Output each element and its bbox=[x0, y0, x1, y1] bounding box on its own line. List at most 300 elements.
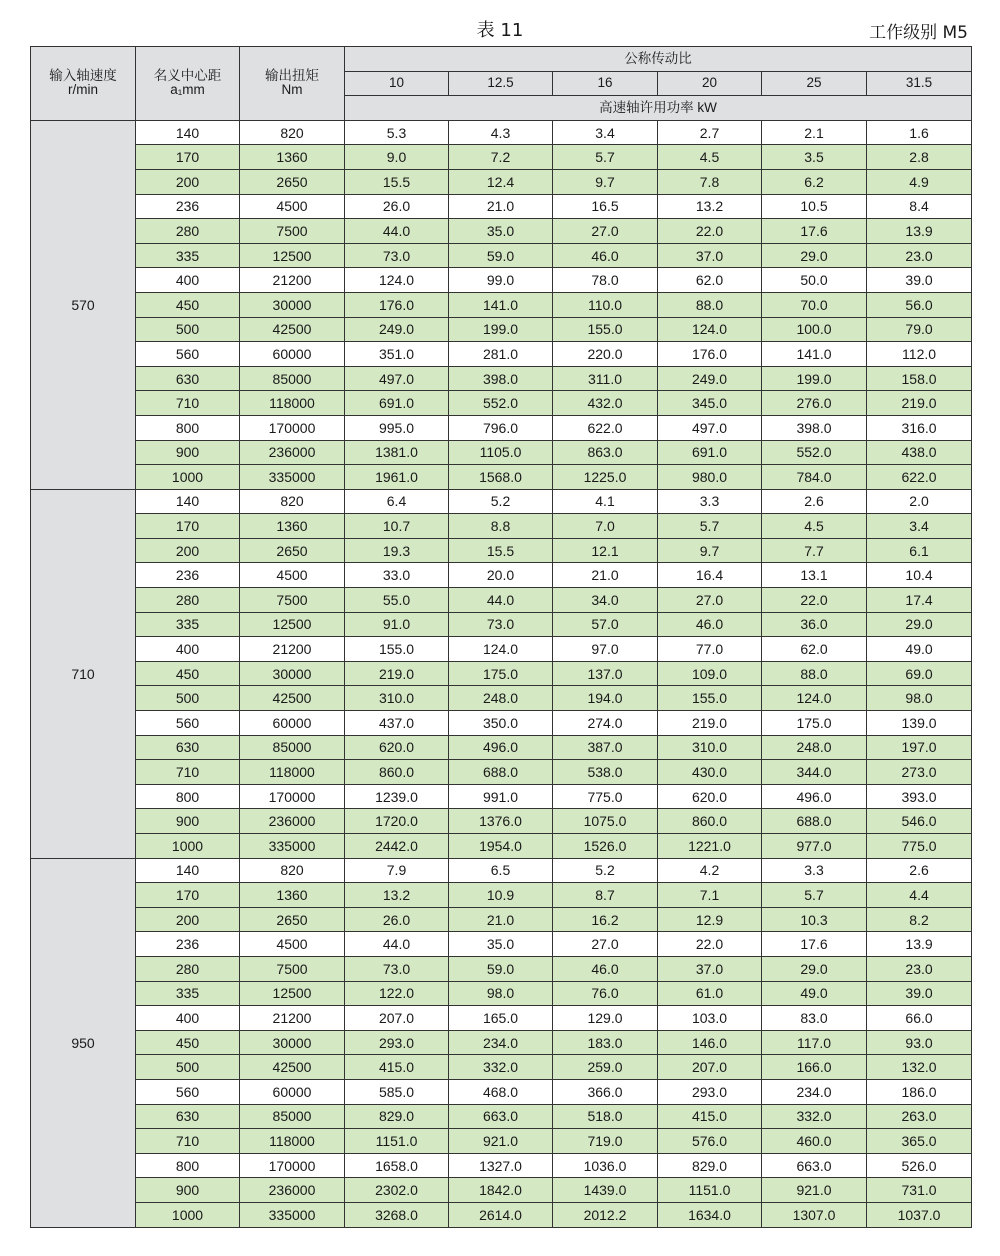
center-distance-cell: 630 bbox=[136, 735, 240, 760]
output-torque-cell: 12500 bbox=[240, 981, 345, 1006]
power-cell: 249.0 bbox=[345, 317, 449, 342]
table-row bbox=[31, 465, 972, 490]
center-distance-cell: 200 bbox=[136, 169, 240, 194]
center-distance-cell: 500 bbox=[136, 686, 240, 711]
power-cell: 83.0 bbox=[762, 1006, 867, 1031]
power-cell: 365.0 bbox=[867, 1129, 972, 1154]
power-cell: 46.0 bbox=[553, 243, 658, 268]
table-row bbox=[31, 1153, 972, 1178]
power-cell: 207.0 bbox=[658, 1055, 762, 1080]
power-cell: 22.0 bbox=[658, 219, 762, 244]
power-cell: 46.0 bbox=[658, 612, 762, 637]
power-cell: 166.0 bbox=[762, 1055, 867, 1080]
power-cell: 35.0 bbox=[449, 219, 553, 244]
power-cell: 430.0 bbox=[658, 760, 762, 785]
power-cell: 3.5 bbox=[762, 145, 867, 170]
power-cell: 784.0 bbox=[762, 465, 867, 490]
power-cell: 15.5 bbox=[449, 538, 553, 563]
power-cell: 76.0 bbox=[553, 981, 658, 1006]
power-cell: 5.3 bbox=[345, 120, 449, 145]
power-cell: 73.0 bbox=[345, 956, 449, 981]
power-cell: 10.9 bbox=[449, 883, 553, 908]
power-cell: 1381.0 bbox=[345, 440, 449, 465]
power-cell: 1225.0 bbox=[553, 465, 658, 490]
output-torque-cell: 820 bbox=[240, 120, 345, 145]
header-power-label: 高速轴许用功率 kW bbox=[345, 96, 972, 121]
power-cell: 4.2 bbox=[658, 858, 762, 883]
center-distance-cell: 335 bbox=[136, 243, 240, 268]
output-torque-cell: 170000 bbox=[240, 415, 345, 440]
output-torque-cell: 12500 bbox=[240, 612, 345, 637]
center-distance-cell: 140 bbox=[136, 489, 240, 514]
power-cell: 249.0 bbox=[658, 366, 762, 391]
power-cell: 7.7 bbox=[762, 538, 867, 563]
power-cell: 17.4 bbox=[867, 588, 972, 613]
power-cell: 663.0 bbox=[762, 1153, 867, 1178]
power-cell: 44.0 bbox=[345, 932, 449, 957]
output-torque-cell: 236000 bbox=[240, 809, 345, 834]
power-cell: 12.4 bbox=[449, 169, 553, 194]
table-row bbox=[31, 538, 972, 563]
output-torque-cell: 1360 bbox=[240, 145, 345, 170]
center-distance-cell: 1000 bbox=[136, 1202, 240, 1227]
power-cell: 21.0 bbox=[449, 907, 553, 932]
power-cell: 1526.0 bbox=[553, 834, 658, 859]
power-cell: 7.8 bbox=[658, 169, 762, 194]
center-distance-cell: 900 bbox=[136, 440, 240, 465]
power-cell: 496.0 bbox=[762, 784, 867, 809]
power-cell: 97.0 bbox=[553, 637, 658, 662]
power-cell: 158.0 bbox=[867, 366, 972, 391]
power-cell: 860.0 bbox=[658, 809, 762, 834]
power-cell: 20.0 bbox=[449, 563, 553, 588]
power-cell: 1037.0 bbox=[867, 1202, 972, 1227]
power-cell: 29.0 bbox=[867, 612, 972, 637]
power-cell: 199.0 bbox=[762, 366, 867, 391]
power-cell: 100.0 bbox=[762, 317, 867, 342]
table-row bbox=[31, 514, 972, 539]
power-cell: 293.0 bbox=[345, 1030, 449, 1055]
table-row bbox=[31, 440, 972, 465]
power-cell: 398.0 bbox=[762, 415, 867, 440]
center-distance-cell: 400 bbox=[136, 268, 240, 293]
power-cell: 61.0 bbox=[658, 981, 762, 1006]
output-torque-cell: 170000 bbox=[240, 784, 345, 809]
power-cell: 3.3 bbox=[658, 489, 762, 514]
power-cell: 91.0 bbox=[345, 612, 449, 637]
center-distance-cell: 450 bbox=[136, 292, 240, 317]
header-ratio-group: 公称传动比 bbox=[345, 47, 972, 72]
power-cell: 2.8 bbox=[867, 145, 972, 170]
power-cell: 4.5 bbox=[762, 514, 867, 539]
power-cell: 438.0 bbox=[867, 440, 972, 465]
table-row bbox=[31, 1202, 972, 1227]
power-cell: 27.0 bbox=[553, 932, 658, 957]
power-cell: 3.3 bbox=[762, 858, 867, 883]
power-cell: 437.0 bbox=[345, 711, 449, 736]
power-cell: 1327.0 bbox=[449, 1153, 553, 1178]
table-row bbox=[31, 588, 972, 613]
power-cell: 2.1 bbox=[762, 120, 867, 145]
power-cell: 332.0 bbox=[449, 1055, 553, 1080]
power-cell: 8.4 bbox=[867, 194, 972, 219]
power-cell: 5.7 bbox=[762, 883, 867, 908]
power-cell: 585.0 bbox=[345, 1079, 449, 1104]
header-output-torque-label: 输出扭矩 bbox=[265, 68, 319, 84]
power-cell: 220.0 bbox=[553, 342, 658, 367]
header-ratio: 16 bbox=[553, 71, 658, 96]
power-cell: 9.7 bbox=[553, 169, 658, 194]
power-cell: 387.0 bbox=[553, 735, 658, 760]
center-distance-cell: 800 bbox=[136, 1153, 240, 1178]
table-row bbox=[31, 489, 972, 514]
power-cell: 55.0 bbox=[345, 588, 449, 613]
power-cell: 980.0 bbox=[658, 465, 762, 490]
output-torque-cell: 42500 bbox=[240, 317, 345, 342]
power-cell: 27.0 bbox=[553, 219, 658, 244]
power-cell: 124.0 bbox=[449, 637, 553, 662]
table-row bbox=[31, 1079, 972, 1104]
power-cell: 281.0 bbox=[449, 342, 553, 367]
table-row bbox=[31, 834, 972, 859]
power-cell: 1634.0 bbox=[658, 1202, 762, 1227]
table-row bbox=[31, 415, 972, 440]
power-cell: 393.0 bbox=[867, 784, 972, 809]
power-cell: 13.2 bbox=[658, 194, 762, 219]
table-row bbox=[31, 784, 972, 809]
power-cell: 79.0 bbox=[867, 317, 972, 342]
power-cell: 691.0 bbox=[658, 440, 762, 465]
power-cell: 36.0 bbox=[762, 612, 867, 637]
power-cell: 46.0 bbox=[553, 956, 658, 981]
output-torque-cell: 335000 bbox=[240, 465, 345, 490]
center-distance-cell: 170 bbox=[136, 145, 240, 170]
table-row bbox=[31, 120, 972, 145]
power-cell: 4.1 bbox=[553, 489, 658, 514]
center-distance-cell: 400 bbox=[136, 637, 240, 662]
power-cell: 176.0 bbox=[345, 292, 449, 317]
power-cell: 350.0 bbox=[449, 711, 553, 736]
power-cell: 248.0 bbox=[762, 735, 867, 760]
power-cell: 863.0 bbox=[553, 440, 658, 465]
power-cell: 5.7 bbox=[553, 145, 658, 170]
center-distance-cell: 900 bbox=[136, 1178, 240, 1203]
power-cell: 57.0 bbox=[553, 612, 658, 637]
power-cell: 829.0 bbox=[345, 1104, 449, 1129]
power-cell: 4.3 bbox=[449, 120, 553, 145]
power-cell: 88.0 bbox=[762, 661, 867, 686]
power-cell: 9.7 bbox=[658, 538, 762, 563]
power-cell: 23.0 bbox=[867, 243, 972, 268]
table-row bbox=[31, 760, 972, 785]
center-distance-cell: 1000 bbox=[136, 834, 240, 859]
output-torque-cell: 1360 bbox=[240, 883, 345, 908]
center-distance-cell: 500 bbox=[136, 1055, 240, 1080]
output-torque-cell: 4500 bbox=[240, 194, 345, 219]
power-cell: 468.0 bbox=[449, 1079, 553, 1104]
power-cell: 1376.0 bbox=[449, 809, 553, 834]
output-torque-cell: 42500 bbox=[240, 686, 345, 711]
output-torque-cell: 118000 bbox=[240, 1129, 345, 1154]
table-row bbox=[31, 194, 972, 219]
center-distance-cell: 335 bbox=[136, 981, 240, 1006]
power-cell: 146.0 bbox=[658, 1030, 762, 1055]
power-cell: 351.0 bbox=[345, 342, 449, 367]
header-ratio: 12.5 bbox=[449, 71, 553, 96]
power-cell: 10.5 bbox=[762, 194, 867, 219]
output-torque-cell: 236000 bbox=[240, 440, 345, 465]
power-cell: 16.2 bbox=[553, 907, 658, 932]
power-cell: 2.6 bbox=[762, 489, 867, 514]
center-distance-cell: 800 bbox=[136, 415, 240, 440]
power-cell: 19.3 bbox=[345, 538, 449, 563]
power-cell: 37.0 bbox=[658, 956, 762, 981]
power-cell: 1568.0 bbox=[449, 465, 553, 490]
output-torque-cell: 60000 bbox=[240, 342, 345, 367]
power-cell: 33.0 bbox=[345, 563, 449, 588]
power-cell: 432.0 bbox=[553, 391, 658, 416]
power-cell: 552.0 bbox=[762, 440, 867, 465]
power-cell: 731.0 bbox=[867, 1178, 972, 1203]
power-cell: 12.9 bbox=[658, 907, 762, 932]
power-cell: 1105.0 bbox=[449, 440, 553, 465]
power-cell: 496.0 bbox=[449, 735, 553, 760]
power-cell: 398.0 bbox=[449, 366, 553, 391]
power-cell: 691.0 bbox=[345, 391, 449, 416]
power-cell: 415.0 bbox=[658, 1104, 762, 1129]
table-row bbox=[31, 1055, 972, 1080]
output-torque-cell: 85000 bbox=[240, 366, 345, 391]
power-cell: 552.0 bbox=[449, 391, 553, 416]
table-row bbox=[31, 858, 972, 883]
output-torque-cell: 30000 bbox=[240, 292, 345, 317]
output-torque-cell: 118000 bbox=[240, 391, 345, 416]
center-distance-cell: 500 bbox=[136, 317, 240, 342]
power-cell: 10.4 bbox=[867, 563, 972, 588]
power-cell: 1961.0 bbox=[345, 465, 449, 490]
output-torque-cell: 30000 bbox=[240, 661, 345, 686]
table-row bbox=[31, 243, 972, 268]
power-cell: 73.0 bbox=[449, 612, 553, 637]
table-row bbox=[31, 1178, 972, 1203]
power-cell: 6.1 bbox=[867, 538, 972, 563]
power-cell: 109.0 bbox=[658, 661, 762, 686]
power-cell: 39.0 bbox=[867, 981, 972, 1006]
power-cell: 21.0 bbox=[449, 194, 553, 219]
power-cell: 1151.0 bbox=[658, 1178, 762, 1203]
power-cell: 8.7 bbox=[553, 883, 658, 908]
table-row bbox=[31, 169, 972, 194]
power-cell: 219.0 bbox=[867, 391, 972, 416]
power-cell: 345.0 bbox=[658, 391, 762, 416]
power-cell: 311.0 bbox=[553, 366, 658, 391]
table-title: 表 11 bbox=[476, 20, 524, 41]
power-cell: 66.0 bbox=[867, 1006, 972, 1031]
power-cell: 1239.0 bbox=[345, 784, 449, 809]
power-cell: 977.0 bbox=[762, 834, 867, 859]
power-cell: 310.0 bbox=[658, 735, 762, 760]
table-header bbox=[31, 47, 972, 121]
power-cell: 8.8 bbox=[449, 514, 553, 539]
power-cell: 622.0 bbox=[867, 465, 972, 490]
power-cell: 7.2 bbox=[449, 145, 553, 170]
input-speed-cell: 570 bbox=[31, 120, 136, 489]
center-distance-cell: 800 bbox=[136, 784, 240, 809]
power-rating-table bbox=[30, 46, 972, 1228]
power-cell: 62.0 bbox=[762, 637, 867, 662]
power-cell: 155.0 bbox=[658, 686, 762, 711]
power-cell: 293.0 bbox=[658, 1079, 762, 1104]
power-cell: 688.0 bbox=[762, 809, 867, 834]
header-center-distance bbox=[136, 47, 240, 121]
power-cell: 44.0 bbox=[449, 588, 553, 613]
power-cell: 49.0 bbox=[867, 637, 972, 662]
table-row bbox=[31, 268, 972, 293]
power-cell: 2.7 bbox=[658, 120, 762, 145]
header-input-speed-unit: r/min bbox=[68, 82, 98, 98]
power-cell: 186.0 bbox=[867, 1079, 972, 1104]
center-distance-cell: 900 bbox=[136, 809, 240, 834]
header-ratio: 31.5 bbox=[867, 71, 972, 96]
power-cell: 26.0 bbox=[345, 194, 449, 219]
table-row bbox=[31, 1006, 972, 1031]
table-row bbox=[31, 292, 972, 317]
center-distance-cell: 140 bbox=[136, 120, 240, 145]
power-cell: 98.0 bbox=[449, 981, 553, 1006]
header-output-torque bbox=[240, 47, 345, 121]
table-row bbox=[31, 317, 972, 342]
output-torque-cell: 21200 bbox=[240, 637, 345, 662]
power-cell: 124.0 bbox=[658, 317, 762, 342]
center-distance-cell: 450 bbox=[136, 661, 240, 686]
power-cell: 7.9 bbox=[345, 858, 449, 883]
power-cell: 622.0 bbox=[553, 415, 658, 440]
power-cell: 1.6 bbox=[867, 120, 972, 145]
power-cell: 56.0 bbox=[867, 292, 972, 317]
power-cell: 88.0 bbox=[658, 292, 762, 317]
power-cell: 259.0 bbox=[553, 1055, 658, 1080]
output-torque-cell: 335000 bbox=[240, 834, 345, 859]
power-cell: 35.0 bbox=[449, 932, 553, 957]
power-cell: 576.0 bbox=[658, 1129, 762, 1154]
power-cell: 7.1 bbox=[658, 883, 762, 908]
table-row bbox=[31, 1030, 972, 1055]
power-cell: 6.5 bbox=[449, 858, 553, 883]
power-cell: 1954.0 bbox=[449, 834, 553, 859]
power-cell: 3.4 bbox=[553, 120, 658, 145]
power-cell: 117.0 bbox=[762, 1030, 867, 1055]
power-cell: 316.0 bbox=[867, 415, 972, 440]
power-cell: 132.0 bbox=[867, 1055, 972, 1080]
table-row bbox=[31, 637, 972, 662]
power-cell: 546.0 bbox=[867, 809, 972, 834]
power-cell: 2012.2 bbox=[553, 1202, 658, 1227]
power-cell: 796.0 bbox=[449, 415, 553, 440]
output-torque-cell: 2650 bbox=[240, 169, 345, 194]
center-distance-cell: 236 bbox=[136, 194, 240, 219]
power-cell: 29.0 bbox=[762, 956, 867, 981]
output-torque-cell: 2650 bbox=[240, 907, 345, 932]
power-cell: 276.0 bbox=[762, 391, 867, 416]
power-cell: 2302.0 bbox=[345, 1178, 449, 1203]
table-row bbox=[31, 932, 972, 957]
power-cell: 6.4 bbox=[345, 489, 449, 514]
power-cell: 829.0 bbox=[658, 1153, 762, 1178]
power-cell: 1307.0 bbox=[762, 1202, 867, 1227]
power-cell: 4.4 bbox=[867, 883, 972, 908]
table-row bbox=[31, 883, 972, 908]
power-cell: 5.2 bbox=[449, 489, 553, 514]
power-cell: 34.0 bbox=[553, 588, 658, 613]
power-cell: 526.0 bbox=[867, 1153, 972, 1178]
table-row bbox=[31, 342, 972, 367]
power-cell: 775.0 bbox=[867, 834, 972, 859]
power-cell: 69.0 bbox=[867, 661, 972, 686]
power-cell: 219.0 bbox=[658, 711, 762, 736]
power-cell: 620.0 bbox=[658, 784, 762, 809]
power-cell: 50.0 bbox=[762, 268, 867, 293]
power-cell: 2614.0 bbox=[449, 1202, 553, 1227]
header-ratio: 25 bbox=[762, 71, 867, 96]
table-row bbox=[31, 661, 972, 686]
power-cell: 415.0 bbox=[345, 1055, 449, 1080]
power-cell: 78.0 bbox=[553, 268, 658, 293]
table-row bbox=[31, 735, 972, 760]
power-cell: 175.0 bbox=[762, 711, 867, 736]
power-cell: 27.0 bbox=[658, 588, 762, 613]
center-distance-cell: 280 bbox=[136, 588, 240, 613]
center-distance-cell: 200 bbox=[136, 538, 240, 563]
center-distance-cell: 630 bbox=[136, 366, 240, 391]
output-torque-cell: 60000 bbox=[240, 711, 345, 736]
output-torque-cell: 118000 bbox=[240, 760, 345, 785]
input-speed-cell: 950 bbox=[31, 858, 136, 1227]
power-cell: 332.0 bbox=[762, 1104, 867, 1129]
power-cell: 2442.0 bbox=[345, 834, 449, 859]
power-cell: 688.0 bbox=[449, 760, 553, 785]
table-row bbox=[31, 145, 972, 170]
header-ratio: 10 bbox=[345, 71, 449, 96]
center-distance-cell: 140 bbox=[136, 858, 240, 883]
center-distance-cell: 236 bbox=[136, 563, 240, 588]
power-cell: 155.0 bbox=[553, 317, 658, 342]
power-cell: 273.0 bbox=[867, 760, 972, 785]
power-cell: 17.6 bbox=[762, 219, 867, 244]
power-cell: 1720.0 bbox=[345, 809, 449, 834]
output-torque-cell: 12500 bbox=[240, 243, 345, 268]
power-cell: 1221.0 bbox=[658, 834, 762, 859]
output-torque-cell: 236000 bbox=[240, 1178, 345, 1203]
header-output-torque-unit: Nm bbox=[281, 82, 303, 98]
center-distance-cell: 450 bbox=[136, 1030, 240, 1055]
power-cell: 139.0 bbox=[867, 711, 972, 736]
header-input-speed bbox=[31, 47, 136, 121]
power-cell: 103.0 bbox=[658, 1006, 762, 1031]
power-cell: 13.9 bbox=[867, 932, 972, 957]
power-cell: 39.0 bbox=[867, 268, 972, 293]
table-row bbox=[31, 1104, 972, 1129]
center-distance-cell: 236 bbox=[136, 932, 240, 957]
power-cell: 99.0 bbox=[449, 268, 553, 293]
power-cell: 1075.0 bbox=[553, 809, 658, 834]
power-cell: 4.9 bbox=[867, 169, 972, 194]
power-cell: 141.0 bbox=[449, 292, 553, 317]
power-cell: 497.0 bbox=[658, 415, 762, 440]
power-cell: 13.2 bbox=[345, 883, 449, 908]
power-cell: 141.0 bbox=[762, 342, 867, 367]
power-cell: 775.0 bbox=[553, 784, 658, 809]
power-cell: 165.0 bbox=[449, 1006, 553, 1031]
